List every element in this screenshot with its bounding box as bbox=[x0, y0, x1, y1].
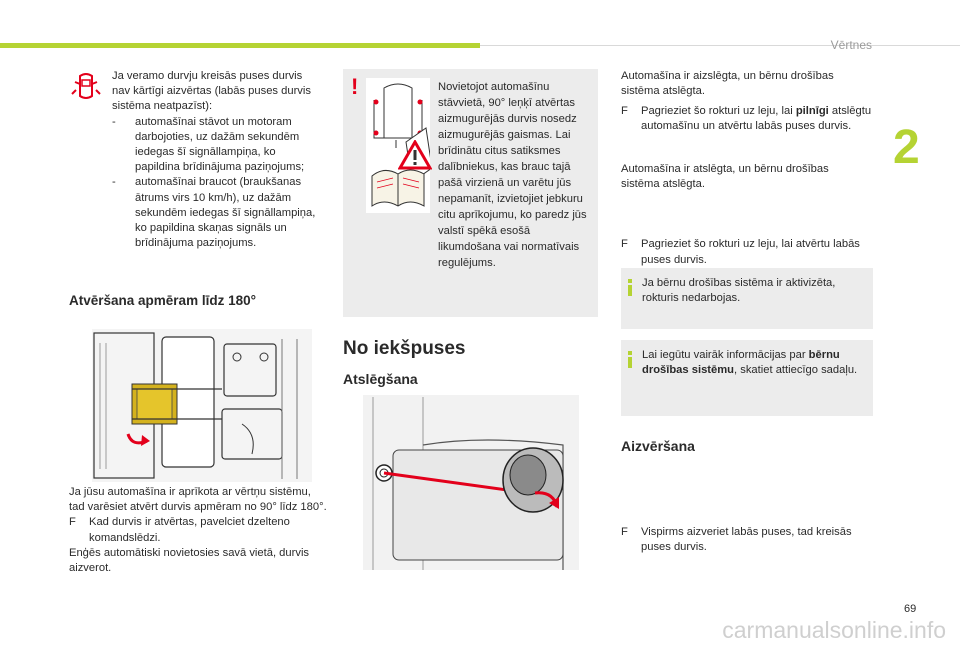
step-item bbox=[621, 104, 883, 134]
hinge-outro: Enģēs automātiski novietosies savā vietā, durvis aizverot. bbox=[69, 546, 310, 575]
unlock-status-2: Automašīna ir atslēgta, un bērnu drošības sistēma atslēgta. bbox=[621, 163, 829, 191]
step-text-bold: pilnīgi bbox=[795, 105, 829, 117]
door-handle-illustration bbox=[363, 395, 579, 570]
section-heading-180: Atvēršana apmēram līdz 180° bbox=[69, 293, 256, 308]
door-alert-icon bbox=[70, 70, 102, 102]
info-text: Ja bērnu drošības sistēma ir aktivizēta, rokturis nedarbojas. bbox=[642, 277, 836, 305]
hinge-illustration bbox=[92, 329, 312, 482]
header-accent-bar bbox=[0, 43, 480, 48]
dash-mark: - bbox=[112, 115, 116, 128]
alert-list-item bbox=[112, 175, 322, 251]
door-alert-block bbox=[112, 69, 322, 251]
watermark: carmanualsonline.info bbox=[722, 617, 946, 643]
info-text-part: , skatiet attiecīgo sadaļu. bbox=[734, 364, 858, 377]
step-text: atslēgtu automašīnu un atvērtu labās puses durvis. bbox=[641, 105, 872, 133]
info-box bbox=[621, 268, 873, 329]
info-text bbox=[642, 348, 864, 378]
section-heading-unlock: Atslēgšana bbox=[343, 371, 418, 387]
step-text: Kad durvis ir atvērtas, pavelciet dzelteno komandslēdzi. bbox=[89, 516, 290, 544]
warning-text: Novietojot automašīnu stāvvietā, 90° leņķī atvērtas aizmugurējās durvis nosedz aizmugurējās gaismas. Lai brīdinātu citus satiksmes dalībniekus, kas brauc tajā pašā virzienā un varētu jūs nepamanīt, izvietojiet jebkuru citu aprīkojumu, ko paredz jūs valstī spēkā esošā likumdošana vai normatīvais regulējums. bbox=[438, 81, 587, 269]
info-icon bbox=[628, 279, 632, 296]
info-text-part: Lai iegūtu vairāk informācijas par bbox=[642, 349, 809, 361]
section-title-inside: No iekšpuses bbox=[343, 338, 466, 359]
hinge-intro: Ja jūsu automašīna ir aprīkota ar vērtņu sistēmu, tad varēsiet atvērt durvis apmēram no 90° līdz 180°. bbox=[69, 486, 327, 514]
header-rule bbox=[480, 45, 960, 46]
info-box bbox=[621, 340, 873, 416]
step-item bbox=[621, 525, 883, 555]
door-alert-text: Ja veramo durvju kreisās puses durvis nav kārtīgi aizvērtas (labās puses durvis sistēma neatpazīst): bbox=[112, 70, 311, 113]
bullet-mark: F bbox=[621, 105, 628, 117]
alert-list-item bbox=[112, 115, 322, 176]
alert-item-text: automašīnai braucot (braukšanas ātrums virs 10 km/h), uz dažām sekundēm iedegas šī signāllampiņa, ko papildina skaņas signāls un brīdinājuma paziņojums. bbox=[135, 176, 316, 250]
info-text-bold: bērnu drošības sistēmu bbox=[642, 349, 840, 377]
info-icon bbox=[628, 351, 632, 368]
book-icon bbox=[368, 174, 430, 212]
step-text: Vispirms aizveriet labās puses, tad kreisās puses durvis. bbox=[641, 525, 852, 554]
step-text: Pagrieziet šo rokturi uz leju, lai atvērtu labās puses durvis. bbox=[641, 238, 860, 266]
bullet-mark: F bbox=[69, 516, 76, 529]
section-heading-close: Aizvēršana bbox=[621, 438, 695, 454]
unlock-status-1: Automašīna ir aizslēgta, un bērnu drošības sistēma atslēgta. bbox=[621, 70, 834, 98]
step-text: Pagrieziet šo rokturi uz leju, lai bbox=[641, 105, 796, 117]
section-title: Vērtnes bbox=[830, 38, 872, 52]
chapter-number: 2 bbox=[893, 121, 920, 174]
bullet-mark: F bbox=[621, 238, 628, 251]
warning-mark: ! bbox=[351, 74, 359, 99]
step-item bbox=[621, 237, 883, 267]
hinge-text-block bbox=[69, 485, 327, 576]
bullet-mark: F bbox=[621, 525, 628, 538]
step-item bbox=[69, 515, 327, 545]
page-number: 69 bbox=[904, 603, 917, 615]
warning-triangle-icon bbox=[398, 140, 432, 170]
dash-mark: - bbox=[112, 176, 116, 189]
alert-item-text: automašīnai stāvot un motoram darbojoties, uz dažām sekundēm iedegas šī signāllampiņa, ko papildina brīdinājuma paziņojums; bbox=[135, 115, 305, 174]
